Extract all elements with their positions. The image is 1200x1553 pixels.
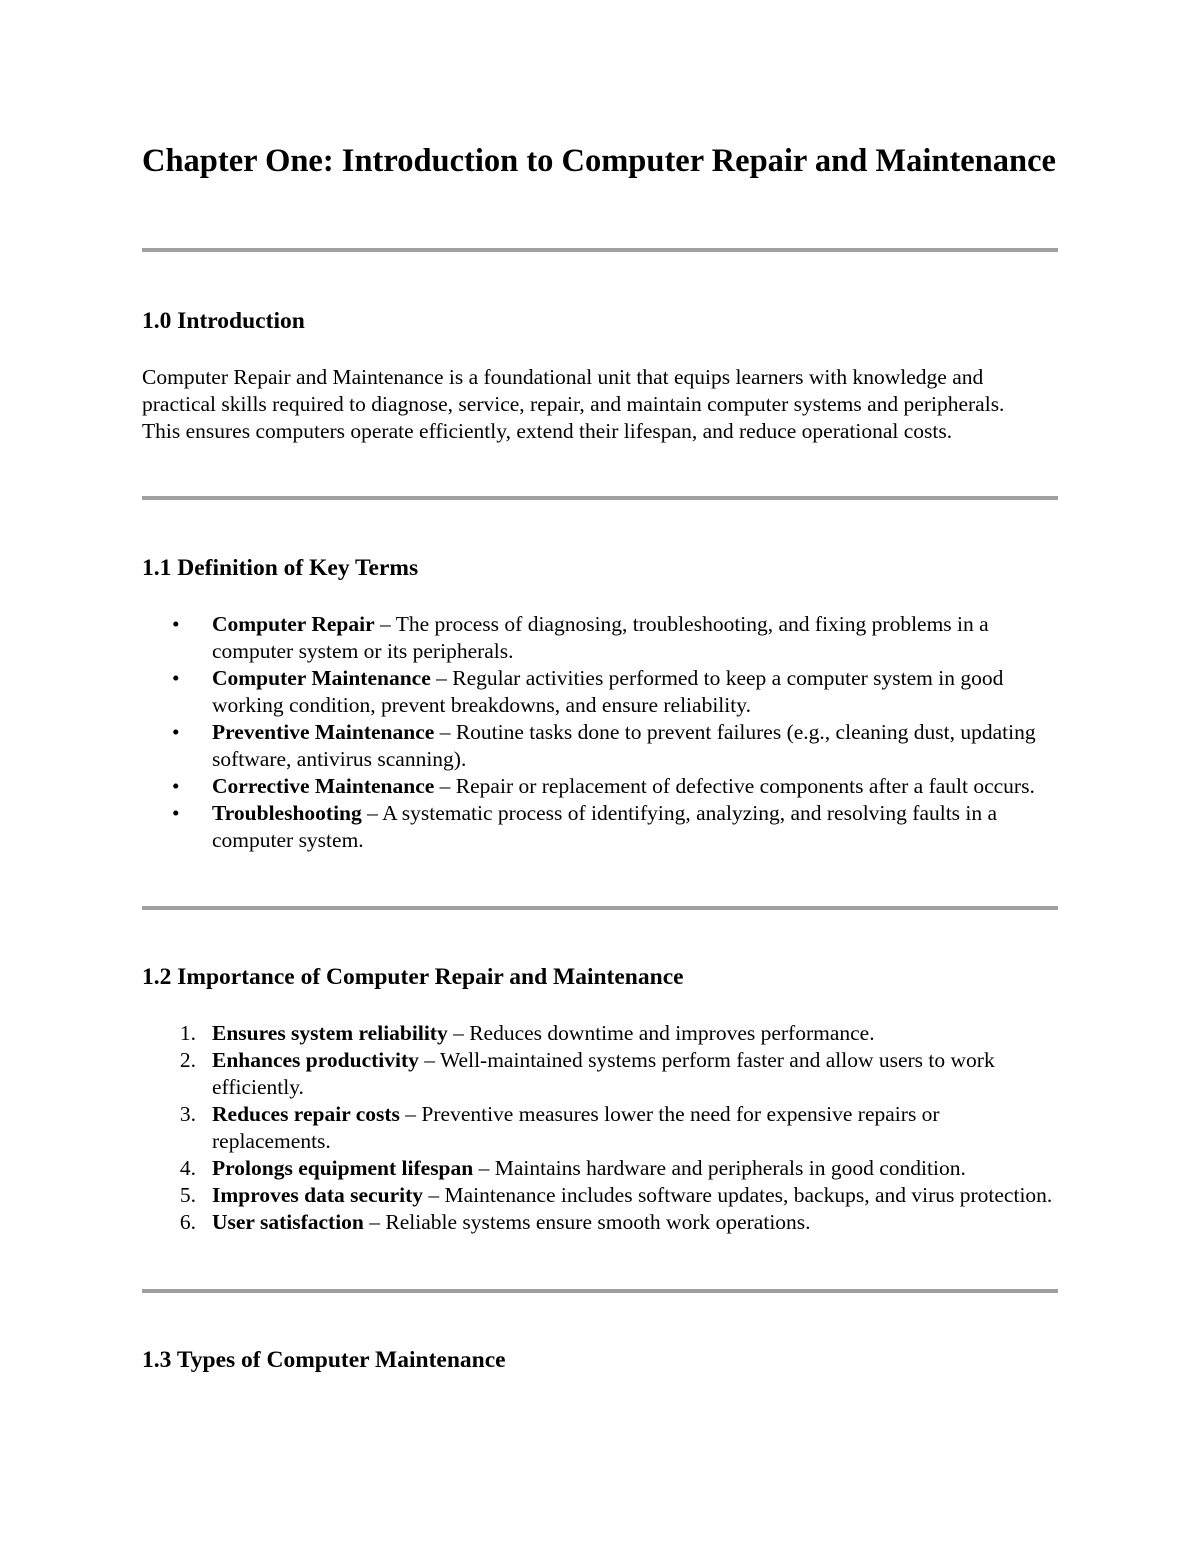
list-number: 3. [179,1102,196,1126]
list-number: 2. [179,1048,196,1072]
bullet-icon: • [172,666,180,690]
term-label: Prolongs equipment lifespan [212,1156,474,1180]
list-item [142,665,1058,719]
chapter-title: Chapter One: Introduction to Computer Repair and Maintenance [142,143,1056,179]
term-description: – Reduces downtime and improves performance. [447,1021,875,1045]
horizontal-rule [142,906,1058,910]
introduction-paragraph: Computer Repair and Maintenance is a foundational unit that equips learners with knowledge and practical skills required to diagnose, service, repair, and maintain computer systems and peripherals. This ensures computers operate efficiently, extend their lifespan, and reduce operational costs. [142,365,1005,443]
term-description: – Maintains hardware and peripherals in good condition. [473,1156,966,1180]
list-number: 1. [179,1021,196,1045]
term-description: – The process of diagnosing, troubleshooting, and fixing problems in a computer system or its peripherals. [212,612,989,663]
list-number: 4. [179,1156,196,1180]
term-label: Reduces repair costs [212,1102,400,1126]
horizontal-rule [142,248,1058,252]
list-item [142,1101,1058,1155]
horizontal-rule [142,496,1058,500]
list-number: 6. [179,1210,196,1234]
list-item [142,719,1058,773]
list-number: 5. [179,1183,196,1207]
bullet-icon: • [172,612,180,636]
list-item [142,1182,1058,1209]
section-heading-types: 1.3 Types of Computer Maintenance [142,1347,506,1373]
term-label: User satisfaction [212,1210,364,1234]
term-description: – A systematic process of identifying, analyzing, and resolving faults in a computer system. [212,801,998,852]
term-label: Preventive Maintenance [212,720,435,744]
section-heading-definitions: 1.1 Definition of Key Terms [142,555,419,581]
list-item [142,800,1058,854]
bullet-icon: • [172,774,180,798]
term-label: Computer Maintenance [212,666,431,690]
term-description: – Regular activities performed to keep a computer system in good working condition, prevent breakdowns, and ensure reliability. [212,666,1004,717]
term-label: Troubleshooting [212,801,362,825]
term-description: – Well-maintained systems perform faster and allow users to work efficiently. [212,1048,995,1099]
importance-list [142,1020,1058,1236]
section-heading-importance: 1.2 Importance of Computer Repair and Maintenance [142,964,684,990]
list-item [142,1209,1058,1236]
list-item [142,1047,1058,1101]
list-item [142,1020,1058,1047]
term-label: Improves data security [212,1183,424,1207]
term-label: Ensures system reliability [212,1021,448,1045]
term-label: Corrective Maintenance [212,774,435,798]
term-description: – Maintenance includes software updates, backups, and virus protection. [423,1183,1053,1207]
list-item [142,1155,1058,1182]
term-label: Enhances productivity [212,1048,419,1072]
bullet-icon: • [172,801,180,825]
bullet-icon: • [172,720,180,744]
list-item [142,773,1058,800]
term-description: – Repair or replacement of defective components after a fault occurs. [434,774,1035,798]
horizontal-rule [142,1289,1058,1293]
section-heading-introduction: 1.0 Introduction [142,308,305,334]
term-description: – Preventive measures lower the need for expensive repairs or replacements. [212,1102,940,1153]
term-description: – Reliable systems ensure smooth work operations. [363,1210,811,1234]
term-description: – Routine tasks done to prevent failures (e.g., cleaning dust, updating software, antivirus scanning). [212,720,1036,771]
definitions-list [142,611,1058,854]
list-item [142,611,1058,665]
term-label: Computer Repair [212,612,375,636]
